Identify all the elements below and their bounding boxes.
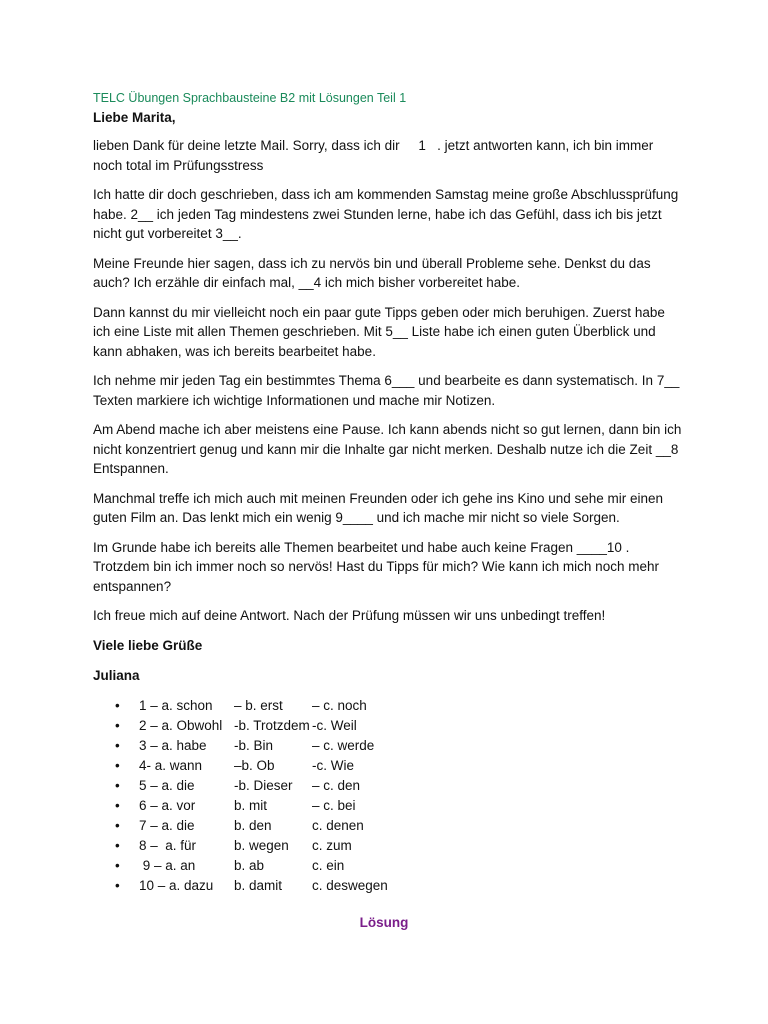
bullet-icon: • bbox=[115, 737, 120, 753]
option-a: 8 – a. für bbox=[139, 837, 197, 853]
bullet-icon: • bbox=[115, 697, 120, 713]
option-c: – c. bei bbox=[312, 797, 356, 813]
list-item bbox=[93, 856, 683, 876]
list-item bbox=[93, 716, 683, 736]
bullet-icon: • bbox=[115, 857, 120, 873]
list-item bbox=[93, 836, 683, 856]
option-a: 2 – a. Obwohl bbox=[139, 717, 223, 733]
option-a: 9 – a. an bbox=[139, 857, 196, 873]
bullet-icon: • bbox=[115, 877, 120, 893]
option-b: b. damit bbox=[234, 877, 283, 893]
option-c: c. zum bbox=[312, 837, 352, 853]
option-c: c. deswegen bbox=[312, 877, 388, 893]
closing: Viele liebe Grüße bbox=[93, 637, 203, 653]
bullet-icon: • bbox=[115, 837, 120, 853]
signature: Juliana bbox=[93, 667, 140, 683]
option-a: 5 – a. die bbox=[139, 777, 195, 793]
option-b: b. wegen bbox=[234, 837, 289, 853]
option-a: 10 – a. dazu bbox=[139, 877, 214, 893]
option-a: 4- a. wann bbox=[139, 757, 203, 773]
option-b: – b. erst bbox=[234, 697, 283, 713]
option-a: 3 – a. habe bbox=[139, 737, 207, 753]
option-b: -b. Bin bbox=[234, 737, 274, 753]
option-c: – c. den bbox=[312, 777, 361, 793]
bullet-icon: • bbox=[115, 757, 120, 773]
bullet-icon: • bbox=[115, 777, 120, 793]
list-item bbox=[93, 876, 683, 896]
bullet-icon: • bbox=[115, 797, 120, 813]
paragraph-1: lieben Dank für deine letzte Mail. Sorry, dass ich dir 1 . jetzt antworten kann, ich bin immer noch total im Prüfungsstress bbox=[93, 138, 658, 173]
paragraph-5: Ich nehme mir jeden Tag ein bestimmtes Thema 6___ und bearbeite es dann systematisch. In 7__ Texten markiere ich wichtige Informationen und mache mir Notizen. bbox=[93, 373, 680, 408]
document-page bbox=[93, 88, 683, 896]
option-b: b. ab bbox=[234, 857, 265, 873]
option-c: c. denen bbox=[312, 817, 364, 833]
paragraph-2: Ich hatte dir doch geschrieben, dass ich am kommenden Samstag meine große Abschlussprüfung habe. 2__ ich jeden Tag mindestens zwei Stunden lerne, habe ich das Gefühl, dass ich bis jetzt nicht gut vorbereitet 3__. bbox=[93, 187, 679, 241]
paragraph-6: Am Abend mache ich aber meistens eine Pause. Ich kann abends nicht so gut lernen, dann bin ich nicht konzentriert genug und kann mir die Inhalte gar nicht merken. Deshalb nutze ich die Zeit __8 Entspannen. bbox=[93, 422, 682, 476]
paragraph-9: Ich freue mich auf deine Antwort. Nach der Prüfung müssen wir uns unbedingt treffen! bbox=[93, 608, 606, 623]
option-b: -b. Dieser bbox=[234, 777, 293, 793]
option-a: 6 – a. vor bbox=[139, 797, 196, 813]
option-c: – c. noch bbox=[312, 697, 367, 713]
option-b: –b. Ob bbox=[234, 757, 275, 773]
option-b: -b. Trotzdem bbox=[234, 717, 310, 733]
list-item bbox=[93, 736, 683, 756]
option-c: – c. werde bbox=[312, 737, 375, 753]
option-c: -c. Weil bbox=[312, 717, 357, 733]
option-a: 1 – a. schon bbox=[139, 697, 213, 713]
bullet-icon: • bbox=[115, 717, 120, 733]
list-item bbox=[93, 776, 683, 796]
list-item bbox=[93, 696, 683, 716]
option-c: -c. Wie bbox=[312, 757, 354, 773]
list-item bbox=[93, 816, 683, 836]
option-b: b. mit bbox=[234, 797, 268, 813]
greeting: Liebe Marita, bbox=[93, 110, 176, 125]
option-a: 7 – a. die bbox=[139, 817, 195, 833]
option-c: c. ein bbox=[312, 857, 345, 873]
document-title: TELC Übungen Sprachbausteine B2 mit Lösungen Teil 1 bbox=[93, 91, 407, 105]
list-item bbox=[93, 756, 683, 776]
paragraph-4: Dann kannst du mir vielleicht noch ein paar gute Tipps geben oder mich beruhigen. Zuerst habe ich eine Liste mit allen Themen geschrieben. Mit 5__ Liste habe ich einen guten Überblick und kann abhaken, was ich bereits bearbeitet habe. bbox=[93, 304, 665, 359]
answer-options-list bbox=[93, 696, 683, 896]
paragraph-8: Im Grunde habe ich bereits alle Themen bearbeitet und habe auch keine Fragen ____10 . Trotzdem bin ich immer noch so nervös! Hast du Tipps für mich? Wie kann ich mich noch mehr entspannen? bbox=[93, 539, 659, 594]
option-b: b. den bbox=[234, 817, 272, 833]
paragraph-3: Meine Freunde hier sagen, dass ich zu nervös bin und überall Probleme sehe. Denkst du das auch? Ich erzähle dir einfach mal, __4 ich mich bisher vorbereitet habe. bbox=[93, 255, 651, 290]
list-item bbox=[93, 796, 683, 816]
bullet-icon: • bbox=[115, 817, 120, 833]
solution-link[interactable]: Lösung bbox=[359, 915, 409, 930]
paragraph-7: Manchmal treffe ich mich auch mit meinen Freunden oder ich gehe ins Kino und sehe mir einen guten Film an. Das lenkt mich ein wenig 9____ und ich mache mir nicht so viele Sorgen. bbox=[93, 490, 664, 525]
